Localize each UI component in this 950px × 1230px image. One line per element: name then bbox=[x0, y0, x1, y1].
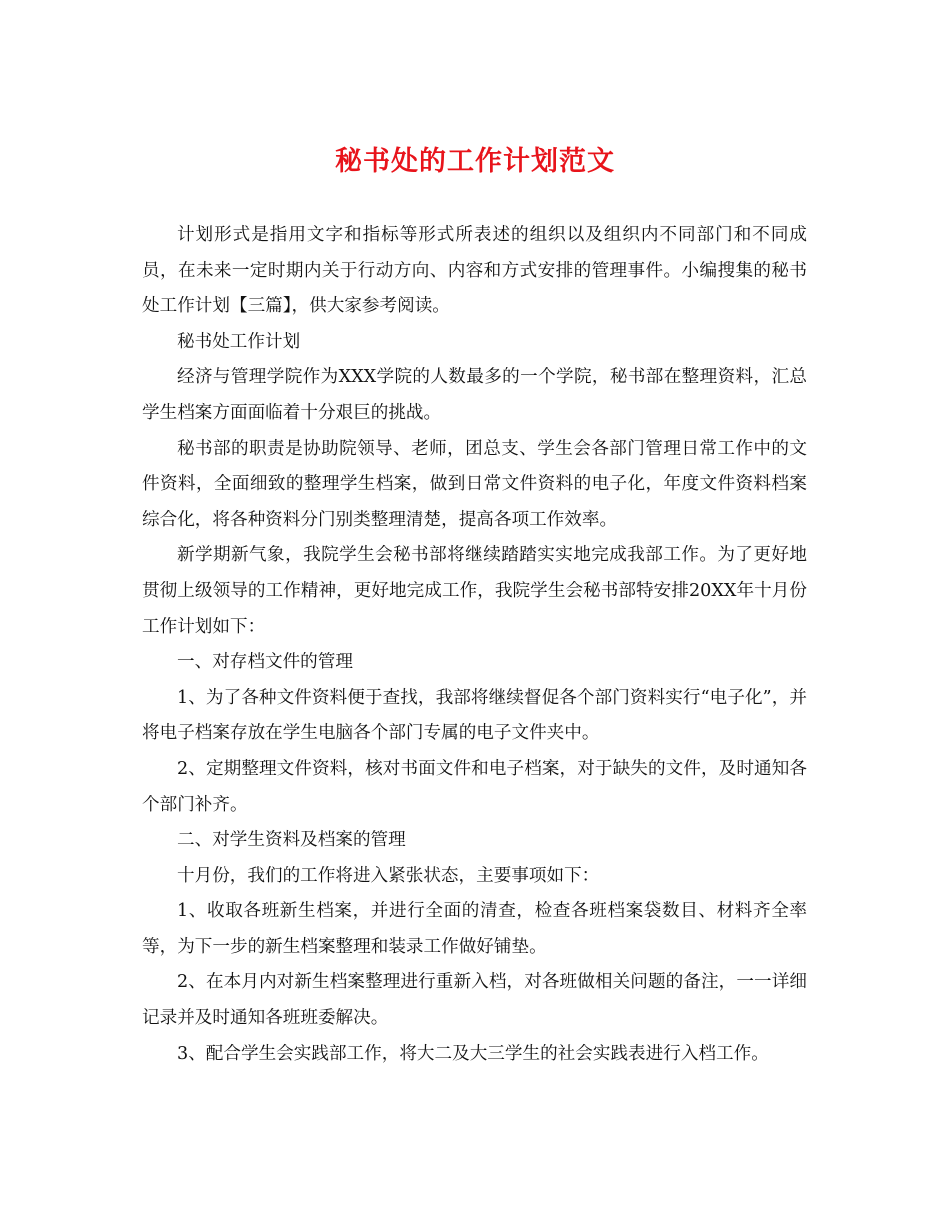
section-heading-student-records: 二、对学生资料及档案的管理 bbox=[177, 830, 406, 851]
list-item: 2、在本月内对新生档案整理进行重新入档，对各班做相关问题的备注，一一详细记录并及时通知各班班委解决。 bbox=[142, 972, 807, 1029]
document-title: 秘书处的工作计划范文 bbox=[335, 146, 615, 177]
body-paragraph: 秘书部的职责是协助院领导、老师，团总支、学生会各部门管理日常工作中的文件资料，全面细致的整理学生档案，做到日常文件资料的电子化，年度文件资料档案综合化，将各种资料分门别类整理清楚，提高各项工作效率。 bbox=[142, 438, 807, 530]
section-heading-archive-files: 一、对存档文件的管理 bbox=[177, 652, 353, 673]
intro-paragraph: 计划形式是指用文字和指标等形式所表述的组织以及组织内不同部门和不同成员，在未来一定时期内关于行动方向、内容和方式安排的管理事件。小编搜集的秘书处工作计划【三篇】，供大家参考阅读。 bbox=[142, 225, 807, 317]
list-item: 2、定期整理文件资料，核对书面文件和电子档案，对于缺失的文件，及时通知各个部门补齐。 bbox=[142, 758, 807, 815]
list-item: 1、收取各班新生档案，并进行全面的清查，检查各班档案袋数目、材料齐全率等，为下一步的新生档案整理和装录工作做好铺垫。 bbox=[142, 901, 807, 957]
section-heading-plan: 秘书处工作计划 bbox=[177, 331, 301, 352]
body-paragraph: 新学期新气象，我院学生会秘书部将继续踏踏实实地完成我部工作。为了更好地贯彻上级领导的工作精神，更好地完成工作，我院学生会秘书部特安排20XX年十月份工作计划如下： bbox=[142, 545, 807, 637]
list-item: 3、配合学生会实践部工作，将大二及大三学生的社会实践表进行入档工作。 bbox=[177, 1043, 769, 1064]
document-body bbox=[142, 218, 807, 1072]
list-item: 1、为了各种文件资料便于查找，我部将继续督促各个部门资料实行“电子化”，并将电子档案存放在学生电脑各个部门专属的电子文件夹中。 bbox=[142, 687, 807, 744]
body-paragraph: 十月份，我们的工作将进入紧张状态，主要事项如下： bbox=[177, 865, 600, 886]
body-paragraph: 经济与管理学院作为XXX学院的人数最多的一个学院，秘书部在整理资料，汇总学生档案方面面临着十分艰巨的挑战。 bbox=[142, 367, 807, 423]
